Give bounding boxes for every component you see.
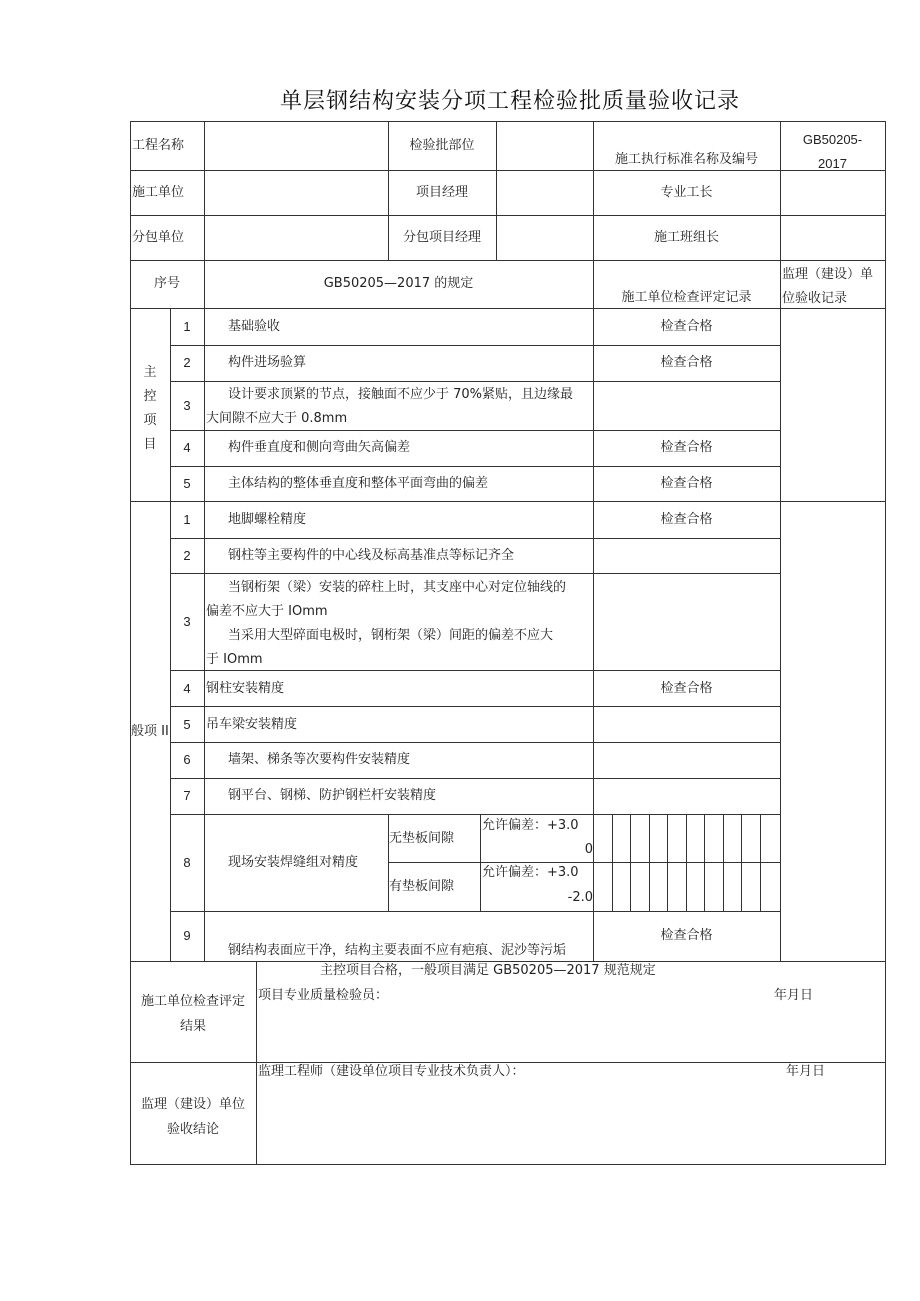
row-divider: [130, 260, 886, 261]
foreman-label: 专业工长: [660, 185, 713, 200]
row-divider: [170, 814, 780, 815]
project-manager-label: 项目经理: [415, 185, 468, 200]
item-number: 5: [183, 476, 191, 491]
col-divider: [593, 308, 594, 961]
item-number: 2: [183, 548, 191, 563]
item-text: 设计要求顶紧的节点，接触面不应少于 70%紧贴，且边缘最: [228, 387, 574, 402]
item-text: 主体结构的整体垂直度和整体平面弯曲的偏差: [228, 476, 489, 491]
col-divider: [741, 814, 742, 911]
construction-conclusion-label: 施工单位检查评定: [140, 994, 245, 1009]
table-border-bottom: [130, 1164, 886, 1165]
item-text: 墙架、梯条等次要构件安装精度: [228, 752, 411, 767]
main-control-label: 目: [143, 437, 157, 452]
col-divider: [204, 121, 205, 260]
supervision-header: 监理（建设）单: [782, 267, 874, 282]
item-number: 6: [183, 752, 191, 767]
row-divider: [130, 215, 886, 216]
col-divider: [496, 121, 497, 260]
row-divider: [130, 501, 886, 502]
construction-unit-label: 施工单位: [132, 185, 185, 200]
construction-conclusion-label: 结果: [179, 1019, 206, 1034]
item-result: 检查合格: [660, 319, 713, 334]
supervision-conclusion-label: 监理（建设）单位: [140, 1097, 245, 1112]
standard-value: GB50205-: [802, 132, 863, 147]
col-divider: [760, 814, 761, 911]
col-divider: [704, 814, 705, 911]
item-text: 当钢桁架（梁）安装的碎柱上时，其支座中心对定位轴线的: [228, 580, 567, 595]
item-text: 钢结构表面应干净，结构主要表面不应有疤痕、泥沙等污垢: [228, 943, 567, 958]
main-control-label: 控: [143, 389, 157, 404]
row-divider: [170, 538, 780, 539]
tolerance-value: 允许偏差：+3.0: [482, 818, 579, 833]
item-text: 大间隙不应大于 0.8mm: [206, 411, 348, 426]
item-number: 5: [183, 717, 191, 732]
construction-record-header: 施工单位检查评定记录: [621, 290, 752, 305]
inspection-part-label: 检验批部位: [409, 138, 475, 153]
tolerance-value: 0: [584, 842, 593, 857]
item-number: 2: [183, 355, 191, 370]
col-divider: [612, 814, 613, 911]
row-divider: [170, 381, 780, 382]
date-label: 年月日: [774, 988, 814, 1003]
item-text: 钢柱安装精度: [206, 681, 285, 696]
row-divider: [170, 742, 780, 743]
item-text: 基础验收: [228, 319, 281, 334]
item-text: 吊车梁安装精度: [206, 717, 298, 732]
engineer-label: 监理工程师（建设单位项目专业技术负责人）：: [258, 1064, 525, 1079]
inspector-label: 项目专业质量检验员：: [258, 988, 389, 1003]
construction-conclusion-text: 主控项目合格，一般项目满足 GB50205—2017 规范规定: [320, 963, 656, 978]
row-divider: [170, 345, 780, 346]
item-text: 构件垂直度和侧向弯曲矢高偏差: [228, 440, 411, 455]
col-divider: [256, 961, 257, 1165]
item-number: 8: [183, 855, 191, 870]
gap-without-backing-label: 无垫板间隙: [389, 831, 455, 846]
row-divider: [170, 466, 780, 467]
item-result: 检查合格: [660, 512, 713, 527]
item-result: 检查合格: [660, 476, 713, 491]
row-divider: [170, 706, 780, 707]
supervision-conclusion-label: 验收结论: [166, 1122, 219, 1137]
col-divider: [649, 814, 650, 911]
item-text: 钢平台、钢梯、防护钢栏杆安装精度: [228, 788, 437, 803]
row-divider: [170, 573, 780, 574]
item-text: 当采用大型碎面电极时，钢桁架（梁）间距的偏差不应大: [228, 628, 554, 643]
item-text: 现场安装焊缝组对精度: [228, 855, 359, 870]
tolerance-value: 允许偏差：+3.0: [482, 865, 579, 880]
col-divider: [204, 260, 205, 961]
seq-header: 序号: [153, 276, 180, 291]
page-title: 单层钢结构安装分项工程检验批质量验收记录: [279, 89, 740, 114]
item-result: 检查合格: [660, 928, 713, 943]
standard-value: 2017: [818, 156, 847, 171]
item-number: 4: [183, 681, 191, 696]
table-border-top: [130, 121, 886, 122]
standard-label: 施工执行标准名称及编号: [614, 152, 758, 167]
date-label: 年月日: [786, 1064, 826, 1079]
inspection-record-table: [130, 121, 886, 1165]
item-number: 7: [183, 788, 191, 803]
general-items-label: 般项 II: [131, 724, 169, 739]
row-divider: [170, 911, 780, 912]
subcontract-unit-label: 分包单位: [132, 230, 185, 245]
col-divider: [723, 814, 724, 911]
col-divider: [686, 814, 687, 911]
item-number: 4: [183, 440, 191, 455]
col-divider: [667, 814, 668, 911]
item-result: 检查合格: [660, 681, 713, 696]
item-number: 3: [183, 614, 191, 629]
item-text: 偏差不应大于 IOmm: [206, 604, 328, 619]
project-name-label: 工程名称: [132, 138, 185, 153]
main-control-label: 项: [143, 413, 157, 428]
item-text: 地脚螺栓精度: [228, 512, 307, 527]
col-divider: [780, 308, 781, 961]
item-result: 检查合格: [660, 355, 713, 370]
item-number: 1: [183, 319, 191, 334]
item-result: 检查合格: [660, 440, 713, 455]
tolerance-value: -2.0: [567, 890, 593, 905]
spec-header: GB50205—2017 的规定: [323, 276, 474, 291]
item-number: 3: [183, 398, 191, 413]
gap-with-backing-label: 有垫板间隙: [389, 879, 455, 894]
row-divider: [388, 862, 780, 863]
item-number: 9: [183, 928, 191, 943]
subcontract-manager-label: 分包项目经理: [402, 230, 481, 245]
item-text: 构件进场验算: [228, 355, 307, 370]
col-divider: [480, 814, 481, 911]
main-control-label: 主: [143, 365, 157, 380]
item-text: 于 IOmm: [206, 652, 263, 667]
row-divider: [170, 778, 780, 779]
item-text: 钢柱等主要构件的中心线及标高基准点等标记齐全: [228, 548, 515, 563]
item-number: 1: [183, 512, 191, 527]
col-divider: [630, 814, 631, 911]
table-border-right: [885, 121, 886, 1165]
team-leader-label: 施工班组长: [653, 230, 719, 245]
supervision-header: 位验收记录: [782, 291, 848, 306]
